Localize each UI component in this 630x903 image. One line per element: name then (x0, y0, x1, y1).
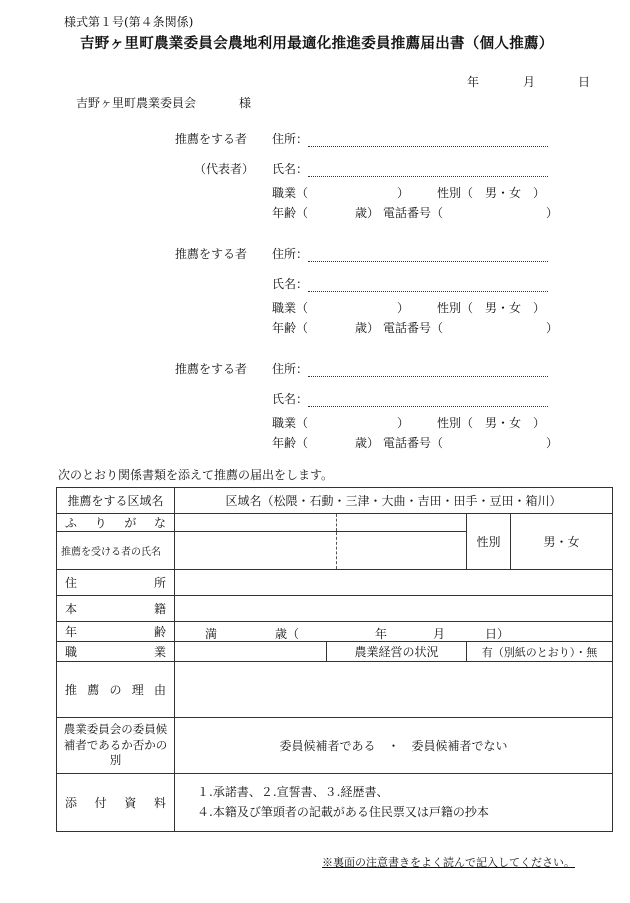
birth-day-label: 日） (485, 627, 510, 641)
address-field[interactable] (308, 261, 548, 262)
reason-label: 推薦の理由 (57, 662, 175, 718)
gender-selector[interactable]: 性別（ 男・女 ） (437, 416, 546, 430)
attachments-row (57, 774, 613, 832)
occupation-close: ） (397, 301, 410, 315)
footer-note: ※裏面の注意書きをよく読んで記入してください。 (322, 856, 575, 869)
phone-label: 電話番号（ (383, 436, 444, 450)
attachments-line-1: １.承諾書、２.宣誓書、３.経歴書、 (197, 785, 389, 800)
addressee: 吉野ヶ里町農業委員会 (76, 96, 197, 110)
candidate-value[interactable]: 委員候補者である ・ 委員候補者でない (175, 718, 613, 774)
date-day-label: 日 (578, 75, 591, 89)
form-number: 様式第１号(第４条関係) (64, 15, 194, 29)
farm-status-label: 農業経営の状況 (327, 642, 467, 662)
gender-selector[interactable]: 性別（ 男・女 ） (437, 186, 546, 200)
address-field[interactable] (308, 146, 548, 147)
name-label: 氏名： (272, 162, 309, 176)
region-value[interactable]: 区域名（松隈・石動・三津・大曲・吉田・田手・豆田・箱川） (175, 488, 613, 514)
domicile-label: 本籍 (57, 596, 175, 622)
phone-close: ） (546, 436, 559, 450)
occupation-close: ） (397, 186, 410, 200)
age-label: 年齢（ (272, 206, 309, 220)
age-field[interactable] (175, 622, 613, 642)
address-label: 住所： (272, 362, 309, 376)
age-row (57, 622, 613, 642)
date-year-label: 年 (467, 75, 480, 89)
region-label: 推薦をする区域名 (57, 488, 175, 514)
address-label: 住所： (272, 132, 309, 146)
occupation-field[interactable] (175, 642, 327, 662)
occupation-row (57, 642, 613, 662)
phone-label: 電話番号（ (383, 206, 444, 220)
address-field[interactable] (175, 570, 613, 596)
address-field[interactable] (308, 376, 548, 377)
reason-row (57, 662, 613, 718)
region-row (57, 488, 613, 514)
name-field[interactable] (308, 406, 548, 407)
nominee-family-name-field[interactable] (175, 532, 337, 570)
domicile-field[interactable] (175, 596, 613, 622)
recommender-label: 推薦をする者 (175, 247, 248, 261)
attachments-label: 添付資料 (57, 774, 175, 832)
candidate-label: 農業委員会の委員候補者であるか否かの別 (57, 718, 175, 774)
furigana-given-field[interactable] (337, 514, 467, 532)
address-label: 住所： (272, 247, 309, 261)
gender-label: 性別 (467, 514, 511, 570)
gender-selector[interactable]: 性別（ 男・女 ） (437, 301, 546, 315)
addressee-suffix: 様 (239, 96, 252, 110)
name-label: 氏名： (272, 392, 309, 406)
address-row (57, 570, 613, 596)
phone-label: 電話番号（ (383, 321, 444, 335)
occupation-label: 職業（ (272, 301, 309, 315)
age-unit: 歳（ (275, 627, 300, 641)
intro-text: 次のとおり関係書類を添えて推薦の届出をします。 (58, 468, 334, 482)
birth-month-label: 月 (433, 627, 446, 641)
attachments-value (175, 774, 613, 832)
attachments-line-2: ４.本籍及び筆頭者の記載がある住民票又は戸籍の抄本 (197, 804, 489, 819)
nominee-given-name-field[interactable] (337, 532, 467, 570)
gender-value[interactable]: 男・女 (511, 514, 613, 570)
name-field[interactable] (308, 176, 548, 177)
age-full-label: 満 (205, 627, 218, 641)
address-label: 住所 (57, 570, 175, 596)
representative-label: （代表者） (194, 162, 255, 176)
birth-year-label: 年 (375, 627, 388, 641)
reason-field[interactable] (175, 662, 613, 718)
nominee-table (56, 487, 613, 832)
age-label: 年齢（ (272, 436, 309, 450)
furigana-row (57, 514, 613, 532)
furigana-family-field[interactable] (175, 514, 337, 532)
farm-status-value[interactable]: 有（別紙のとおり）・無 (467, 642, 613, 662)
candidate-row (57, 718, 613, 774)
recommender-label: 推薦をする者 (175, 362, 248, 376)
phone-close: ） (546, 206, 559, 220)
occupation-label: 職業（ (272, 186, 309, 200)
age-label: 年齢 (57, 622, 175, 642)
age-unit: 歳） (355, 206, 380, 220)
nominee-name-label: 推薦を受ける者の氏名 (57, 532, 175, 570)
furigana-label: ふりがな (57, 514, 175, 532)
domicile-row (57, 596, 613, 622)
form-title: 吉野ヶ里町農業委員会農地利用最適化推進委員推薦届出書（個人推薦） (80, 35, 554, 52)
name-label: 氏名： (272, 277, 309, 291)
date-month-label: 月 (523, 75, 536, 89)
age-unit: 歳） (355, 321, 380, 335)
occupation-close: ） (397, 416, 410, 430)
age-unit: 歳） (355, 436, 380, 450)
phone-close: ） (546, 321, 559, 335)
name-field[interactable] (308, 291, 548, 292)
recommender-label: 推薦をする者 (175, 132, 248, 146)
occupation-label: 職業（ (272, 416, 309, 430)
age-label: 年齢（ (272, 321, 309, 335)
occupation-label: 職業 (57, 642, 175, 662)
